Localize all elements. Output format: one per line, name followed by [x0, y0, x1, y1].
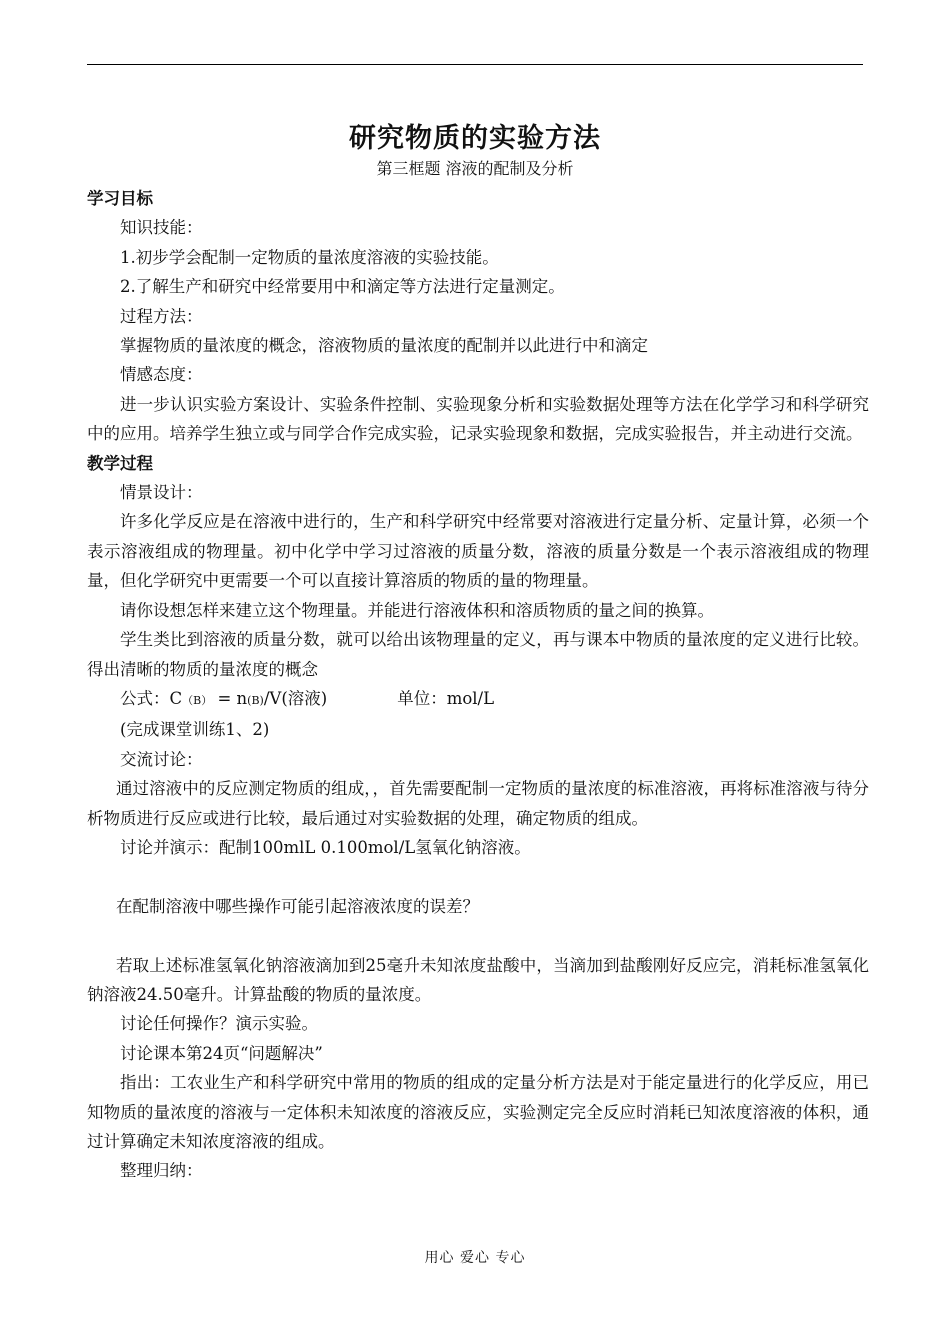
discuss-label: 交流讨论：: [120, 749, 203, 769]
formula-prefix: 公式：C: [120, 688, 183, 708]
paragraph-3: 学生类比到溶液的质量分数，就可以给出该物理量的定义，再与课本中物质的量浓度的定义进行比较。得出清晰的物质的量浓度的概念: [87, 630, 869, 679]
paragraph-4: 通过溶液中的反应测定物质的组成，，首先需要配制一定物质的量浓度的标准溶液，再将标准溶液与待分析物质进行反应或进行比较，最后通过对实验数据的处理，确定物质的组成。: [87, 779, 869, 828]
formula-suffix: /V(溶液): [263, 688, 328, 708]
paragraph-5: 若取上述标准氢氧化钠溶液滴加到25毫升未知浓度盐酸中，当滴加到盐酸刚好反应完，消耗标准氢氧化钠溶液24.50毫升。计算盐酸的物质的量浓度。: [87, 955, 869, 1004]
paragraph-7: 讨论课本第24页“问题解决”: [120, 1043, 323, 1063]
document-body: [87, 184, 869, 1186]
demo-line: 讨论并演示：配制100mlL 0.100mol/L氢氧化钠溶液。: [120, 837, 531, 857]
attitude-label: 情感态度：: [120, 365, 203, 385]
question-line: 在配制溶液中哪些操作可能引起溶液浓度的误差？: [116, 896, 479, 916]
process-label: 过程方法：: [120, 306, 203, 326]
page-footer: 用心 爱心 专心: [424, 1250, 526, 1266]
formula-unit: 单位：mol/L: [397, 688, 495, 708]
formula-sub-n: (B): [247, 693, 264, 707]
header-rule: [87, 64, 863, 65]
knowledge-item-2: 2.了解生产和研究中经常要用中和滴定等方法进行定量测定。: [120, 277, 565, 297]
document-title: 研究物质的实验方法: [349, 123, 601, 154]
attitude-text: 进一步认识实验方案设计、实验条件控制、实验现象分析和实验数据处理等方法在化学学习和科学研究中的应用。培养学生独立或与同学合作完成实验，记录实验现象和数据，完成实验报告，并主动进行交流。: [87, 394, 869, 444]
knowledge-label: 知识技能：: [120, 218, 203, 238]
objectives-heading: 学习目标: [87, 189, 153, 208]
process-text: 掌握物质的量浓度的概念，溶液物质的量浓度的配制并以此进行中和滴定: [120, 336, 648, 356]
process-heading: 教学过程: [87, 453, 153, 473]
scenario-label: 情景设计：: [120, 483, 203, 503]
formula-mid: = n: [212, 688, 248, 708]
summary-label: 整理归纳：: [120, 1161, 203, 1181]
paragraph-2: 请你设想怎样来建立这个物理量。并能进行溶液体积和溶质物质的量之间的换算。: [120, 600, 714, 620]
document-subtitle: 第三框题 溶液的配制及分析: [376, 159, 574, 178]
paragraph-1: 许多化学反应是在溶液中进行的，生产和科学研究中经常要对溶液进行定量分析、定量计算，必须一个表示溶液组成的物理量。初中化学中学习过溶液的质量分数，溶液的质量分数是一个表示溶液组成的物理量，但化学研究中更需要一个可以直接计算溶质的物质的量的物理量。: [87, 512, 869, 591]
knowledge-item-1: 1.初步学会配制一定物质的量浓度溶液的实验技能。: [120, 247, 499, 267]
practice-note: (完成课堂训练1、2): [120, 720, 270, 740]
paragraph-6: 讨论任何操作？演示实验。: [120, 1014, 318, 1034]
formula-sub-c: （B）: [182, 693, 213, 707]
formula-line: [87, 684, 869, 715]
paragraph-8: 指出：工农业生产和科学研究中常用的物质的组成的定量分析方法是对于能定量进行的化学反应，用已知物质的量浓度的溶液与一定体积未知浓度的溶液反应，实验测定完全反应时消耗已知浓度溶液的体积，通过计算确定未知浓度溶液的组成。: [87, 1073, 869, 1151]
